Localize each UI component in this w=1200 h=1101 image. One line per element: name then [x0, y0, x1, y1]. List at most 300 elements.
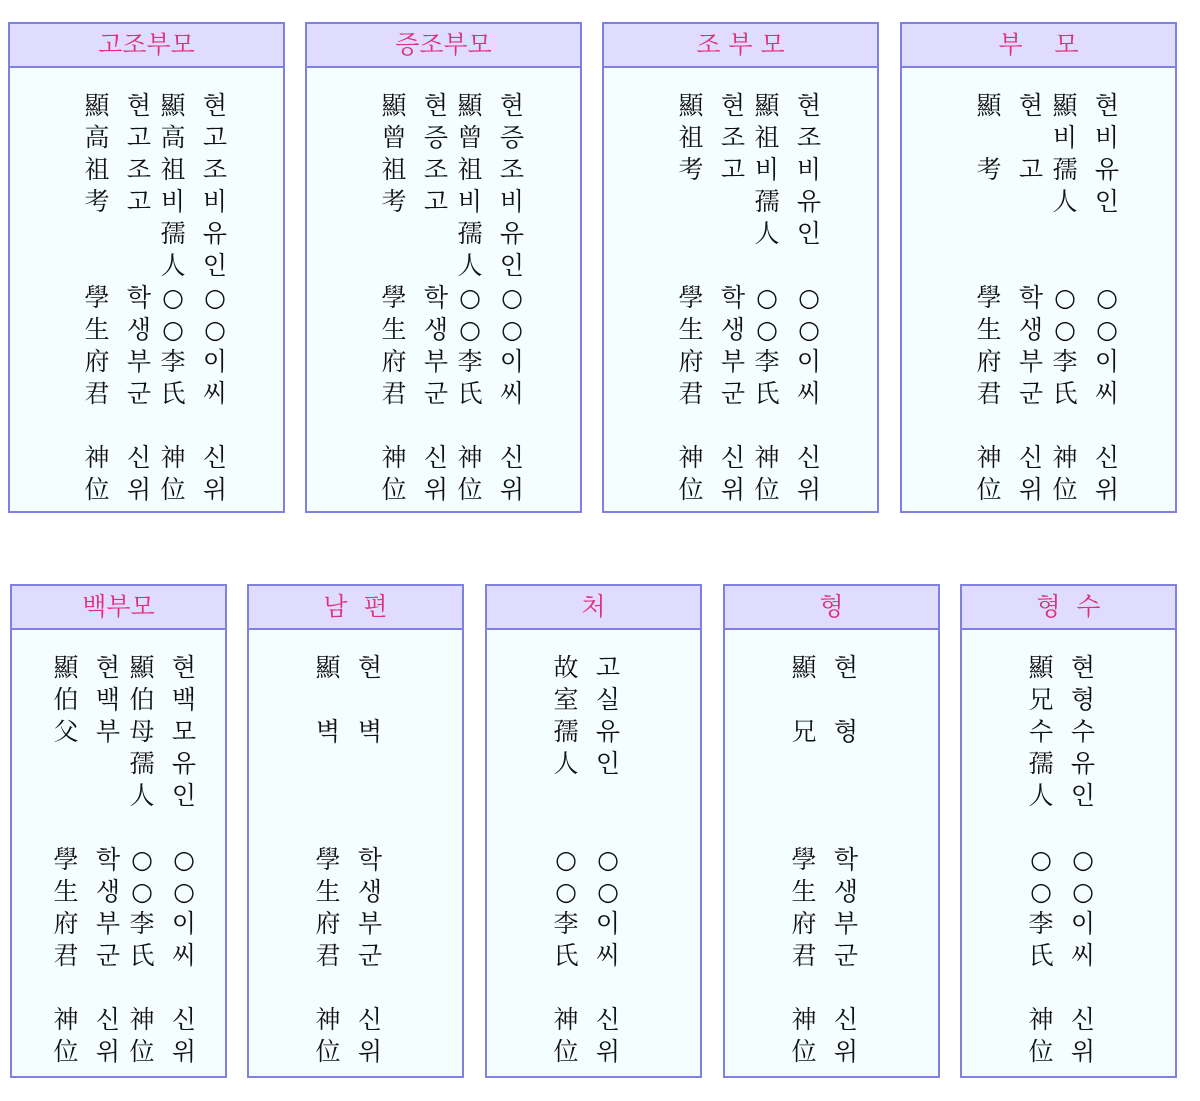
glyph: 孺 [457, 219, 483, 248]
glyph [1014, 410, 1048, 442]
glyph: 위 [1018, 475, 1044, 504]
glyph: 신 [1070, 1005, 1096, 1034]
glyph: ○ [1030, 877, 1052, 906]
glyph: 학 [95, 845, 121, 874]
text-column [122, 90, 156, 506]
glyph: 현 [202, 91, 228, 120]
jibang-card [960, 584, 1177, 1078]
glyph: ○ [459, 283, 481, 312]
glyph: 현 [126, 91, 152, 120]
jibang-card [723, 584, 940, 1078]
text-column [495, 90, 529, 506]
glyph: 부 [357, 909, 383, 938]
text-column [1014, 90, 1048, 506]
glyph: 府 [381, 347, 407, 376]
text-column [750, 90, 784, 506]
glyph: 학 [1018, 283, 1044, 312]
glyph: 顯 [1052, 91, 1078, 120]
glyph: 위 [595, 1037, 621, 1066]
glyph: 씨 [171, 941, 197, 970]
glyph: ○ [597, 877, 619, 906]
glyph: 人 [1028, 781, 1054, 810]
glyph: 비 [160, 187, 186, 216]
glyph [591, 780, 625, 812]
glyph: 府 [84, 347, 110, 376]
glyph: 생 [833, 877, 859, 906]
text-column [1090, 90, 1124, 506]
glyph: ○ [131, 845, 153, 874]
glyph: 氏 [553, 941, 579, 970]
glyph: 인 [1094, 187, 1120, 216]
glyph: 생 [720, 315, 746, 344]
glyph: 考 [678, 155, 704, 184]
card-body [902, 68, 1175, 511]
glyph: 孺 [1052, 155, 1078, 184]
glyph: 人 [457, 251, 483, 280]
glyph: 군 [95, 941, 121, 970]
glyph: 부 [95, 909, 121, 938]
glyph [80, 218, 114, 250]
glyph: 曾 [457, 123, 483, 152]
glyph [122, 410, 156, 442]
card-body [604, 68, 877, 511]
glyph: 군 [357, 941, 383, 970]
glyph [311, 684, 345, 716]
glyph: 神 [976, 443, 1002, 472]
glyph [91, 972, 125, 1004]
glyph: 孺 [129, 749, 155, 778]
text-column [353, 652, 387, 1068]
text-column [91, 652, 125, 1068]
glyph: 顯 [457, 91, 483, 120]
card-body [725, 630, 938, 1076]
glyph: 位 [1052, 475, 1078, 504]
glyph [156, 410, 190, 442]
glyph: ○ [555, 877, 577, 906]
glyph: 位 [160, 475, 186, 504]
glyph: 군 [833, 941, 859, 970]
glyph: 李 [129, 909, 155, 938]
glyph: 부 [1018, 347, 1044, 376]
glyph: 學 [84, 283, 110, 312]
glyph: 學 [381, 283, 407, 312]
glyph: 府 [678, 347, 704, 376]
glyph: 兄 [791, 717, 817, 746]
glyph [1014, 250, 1048, 282]
glyph: 祖 [160, 155, 186, 184]
glyph: 神 [1028, 1005, 1054, 1034]
glyph [49, 812, 83, 844]
glyph: 신 [126, 443, 152, 472]
glyph [787, 812, 821, 844]
glyph [353, 684, 387, 716]
glyph: 고 [1018, 155, 1044, 184]
glyph: 生 [53, 877, 79, 906]
glyph: 母 [129, 717, 155, 746]
glyph [1048, 410, 1082, 442]
glyph: 위 [833, 1037, 859, 1066]
glyph: 高 [84, 123, 110, 152]
glyph: 신 [357, 1005, 383, 1034]
glyph [122, 250, 156, 282]
glyph: 位 [976, 475, 1002, 504]
glyph [972, 218, 1006, 250]
glyph: 위 [95, 1037, 121, 1066]
glyph: 부 [423, 347, 449, 376]
glyph [49, 780, 83, 812]
glyph: 神 [553, 1005, 579, 1034]
glyph: 神 [84, 443, 110, 472]
text-column [80, 90, 114, 506]
jibang-card [10, 584, 227, 1078]
glyph: 고 [126, 123, 152, 152]
glyph: 位 [457, 475, 483, 504]
glyph [1066, 972, 1100, 1004]
glyph: 位 [1028, 1037, 1054, 1066]
glyph: 生 [381, 315, 407, 344]
jibang-card [305, 22, 582, 513]
glyph: 신 [499, 443, 525, 472]
glyph: 유 [171, 749, 197, 778]
glyph [1066, 812, 1100, 844]
glyph: 君 [791, 941, 817, 970]
glyph [1014, 122, 1048, 154]
glyph: 高 [160, 123, 186, 152]
glyph: 位 [53, 1037, 79, 1066]
text-column [167, 652, 201, 1068]
text-column [787, 652, 821, 1068]
glyph: 人 [129, 781, 155, 810]
glyph: ○ [173, 877, 195, 906]
jibang-card [602, 22, 879, 513]
glyph [419, 250, 453, 282]
text-column [716, 90, 750, 506]
glyph: 顯 [678, 91, 704, 120]
glyph [750, 250, 784, 282]
glyph: 실 [595, 685, 621, 714]
glyph [591, 972, 625, 1004]
glyph [125, 972, 159, 1004]
glyph: 祖 [381, 155, 407, 184]
glyph: 위 [357, 1037, 383, 1066]
text-column [829, 652, 863, 1068]
glyph [49, 972, 83, 1004]
glyph: 현 [720, 91, 746, 120]
glyph [353, 812, 387, 844]
glyph [377, 250, 411, 282]
glyph: 현 [1070, 653, 1096, 682]
glyph: ○ [204, 315, 226, 344]
glyph: 군 [720, 379, 746, 408]
glyph: 生 [315, 877, 341, 906]
glyph: ○ [1072, 877, 1094, 906]
glyph: 李 [1052, 347, 1078, 376]
glyph: 君 [678, 379, 704, 408]
glyph [377, 410, 411, 442]
glyph: 學 [791, 845, 817, 874]
glyph: 神 [129, 1005, 155, 1034]
glyph: 李 [160, 347, 186, 376]
glyph [972, 250, 1006, 282]
glyph: 顯 [791, 653, 817, 682]
glyph: ○ [756, 315, 778, 344]
glyph: 人 [160, 251, 186, 280]
glyph: 이 [499, 347, 525, 376]
card-title: 고조부모 [10, 24, 283, 68]
glyph [716, 186, 750, 218]
glyph [549, 780, 583, 812]
glyph: 위 [720, 475, 746, 504]
glyph: 현 [357, 653, 383, 682]
glyph: 李 [553, 909, 579, 938]
glyph: 신 [1094, 443, 1120, 472]
glyph: 이 [595, 909, 621, 938]
glyph: 顯 [84, 91, 110, 120]
glyph: ○ [131, 877, 153, 906]
glyph: 생 [423, 315, 449, 344]
glyph: 학 [720, 283, 746, 312]
glyph: 神 [315, 1005, 341, 1034]
glyph [91, 780, 125, 812]
glyph: 府 [315, 909, 341, 938]
glyph: ○ [162, 283, 184, 312]
glyph: 神 [457, 443, 483, 472]
glyph [787, 972, 821, 1004]
glyph: 祖 [678, 123, 704, 152]
card-title: 남 편 [249, 586, 462, 630]
glyph: ○ [1054, 315, 1076, 344]
glyph: 孺 [1028, 749, 1054, 778]
glyph: 考 [84, 187, 110, 216]
glyph: 백 [171, 685, 197, 714]
glyph: 조 [499, 155, 525, 184]
glyph: 孺 [553, 717, 579, 746]
glyph [167, 812, 201, 844]
glyph: 현 [171, 653, 197, 682]
glyph [829, 972, 863, 1004]
glyph: 氏 [457, 379, 483, 408]
glyph: 신 [423, 443, 449, 472]
glyph: ○ [798, 315, 820, 344]
glyph [1024, 972, 1058, 1004]
glyph: 兄 [1028, 685, 1054, 714]
glyph: 氏 [1052, 379, 1078, 408]
glyph: 位 [791, 1037, 817, 1066]
glyph: 生 [976, 315, 1002, 344]
glyph: 유 [1070, 749, 1096, 778]
glyph: ○ [1054, 283, 1076, 312]
glyph: 曾 [381, 123, 407, 152]
card-body [10, 68, 283, 511]
text-column [198, 90, 232, 506]
glyph: 부 [95, 717, 121, 746]
glyph: 伯 [129, 685, 155, 714]
jibang-card [900, 22, 1177, 513]
glyph: 수 [1028, 717, 1054, 746]
glyph [674, 250, 708, 282]
glyph: 생 [1018, 315, 1044, 344]
glyph: 君 [315, 941, 341, 970]
text-column [1048, 90, 1082, 506]
text-column [419, 90, 453, 506]
glyph [750, 410, 784, 442]
glyph: 비 [202, 187, 228, 216]
glyph [198, 410, 232, 442]
glyph: 인 [1070, 781, 1096, 810]
glyph: 부 [126, 347, 152, 376]
glyph: 모 [171, 717, 197, 746]
card-body [12, 630, 225, 1076]
text-column [792, 90, 826, 506]
text-column [1066, 652, 1100, 1068]
glyph: 신 [595, 1005, 621, 1034]
glyph: 顯 [315, 653, 341, 682]
glyph [311, 748, 345, 780]
glyph: ○ [162, 315, 184, 344]
glyph: 故 [553, 653, 579, 682]
glyph: 씨 [499, 379, 525, 408]
glyph: 人 [1052, 187, 1078, 216]
glyph: 顯 [129, 653, 155, 682]
glyph: 氏 [160, 379, 186, 408]
glyph: 신 [796, 443, 822, 472]
glyph: 학 [357, 845, 383, 874]
glyph: 君 [84, 379, 110, 408]
glyph: 비 [457, 187, 483, 216]
glyph: 顯 [1028, 653, 1054, 682]
glyph: 현 [499, 91, 525, 120]
glyph: 신 [202, 443, 228, 472]
glyph: 位 [553, 1037, 579, 1066]
glyph: 증 [499, 123, 525, 152]
glyph: 현 [423, 91, 449, 120]
glyph [80, 250, 114, 282]
glyph [419, 218, 453, 250]
glyph: 位 [129, 1037, 155, 1066]
glyph: ○ [756, 283, 778, 312]
glyph: 위 [171, 1037, 197, 1066]
glyph: 수 [1070, 717, 1096, 746]
glyph: 비 [499, 187, 525, 216]
glyph: 學 [315, 845, 341, 874]
glyph: 神 [1052, 443, 1078, 472]
glyph [674, 410, 708, 442]
glyph [716, 218, 750, 250]
glyph [80, 410, 114, 442]
glyph: 氏 [129, 941, 155, 970]
glyph [1090, 250, 1124, 282]
glyph: 위 [126, 475, 152, 504]
text-column [674, 90, 708, 506]
card-title: 백부모 [12, 586, 225, 630]
glyph [91, 748, 125, 780]
glyph [829, 748, 863, 780]
glyph: 學 [976, 283, 1002, 312]
glyph [122, 218, 156, 250]
glyph: 벽 [315, 717, 341, 746]
glyph: 伯 [53, 685, 79, 714]
glyph: 위 [202, 475, 228, 504]
text-column [591, 652, 625, 1068]
glyph: 고 [423, 187, 449, 216]
glyph [1048, 218, 1082, 250]
glyph: 씨 [1070, 941, 1096, 970]
glyph [1090, 218, 1124, 250]
card-title: 부 모 [902, 24, 1175, 68]
glyph: 부 [720, 347, 746, 376]
glyph: 位 [754, 475, 780, 504]
glyph: 인 [202, 251, 228, 280]
glyph [167, 972, 201, 1004]
glyph: 비 [1094, 123, 1120, 152]
glyph: 씨 [796, 379, 822, 408]
glyph: 인 [595, 749, 621, 778]
text-column [156, 90, 190, 506]
glyph: 祖 [84, 155, 110, 184]
glyph: 顯 [976, 91, 1002, 120]
glyph: 이 [796, 347, 822, 376]
glyph [353, 748, 387, 780]
glyph: 생 [357, 877, 383, 906]
glyph: 형 [833, 717, 859, 746]
glyph: 현 [833, 653, 859, 682]
glyph [787, 748, 821, 780]
glyph: 백 [95, 685, 121, 714]
glyph: 유 [595, 717, 621, 746]
glyph: 현 [1018, 91, 1044, 120]
glyph [972, 122, 1006, 154]
glyph: 神 [381, 443, 407, 472]
text-column [311, 652, 345, 1068]
glyph: 유 [202, 219, 228, 248]
glyph: 신 [95, 1005, 121, 1034]
glyph: 位 [315, 1037, 341, 1066]
glyph [311, 972, 345, 1004]
glyph: 씨 [202, 379, 228, 408]
glyph: 유 [796, 187, 822, 216]
glyph: 씨 [1094, 379, 1120, 408]
glyph: 군 [1018, 379, 1044, 408]
glyph: 生 [84, 315, 110, 344]
glyph: 신 [171, 1005, 197, 1034]
glyph [829, 780, 863, 812]
text-column [49, 652, 83, 1068]
glyph: 조 [126, 155, 152, 184]
glyph: ○ [1030, 845, 1052, 874]
glyph [787, 684, 821, 716]
glyph: ○ [204, 283, 226, 312]
glyph [591, 812, 625, 844]
glyph [829, 812, 863, 844]
jibang-card [8, 22, 285, 513]
glyph: 고 [126, 187, 152, 216]
glyph [674, 218, 708, 250]
glyph: 神 [678, 443, 704, 472]
glyph: 君 [976, 379, 1002, 408]
card-body [962, 630, 1175, 1076]
glyph [716, 410, 750, 442]
glyph: 신 [833, 1005, 859, 1034]
glyph: 生 [791, 877, 817, 906]
glyph: 조 [720, 123, 746, 152]
glyph [1014, 218, 1048, 250]
glyph [419, 410, 453, 442]
glyph: 神 [53, 1005, 79, 1034]
glyph: 인 [171, 781, 197, 810]
glyph: 인 [796, 219, 822, 248]
glyph: 이 [202, 347, 228, 376]
card-body [307, 68, 580, 511]
